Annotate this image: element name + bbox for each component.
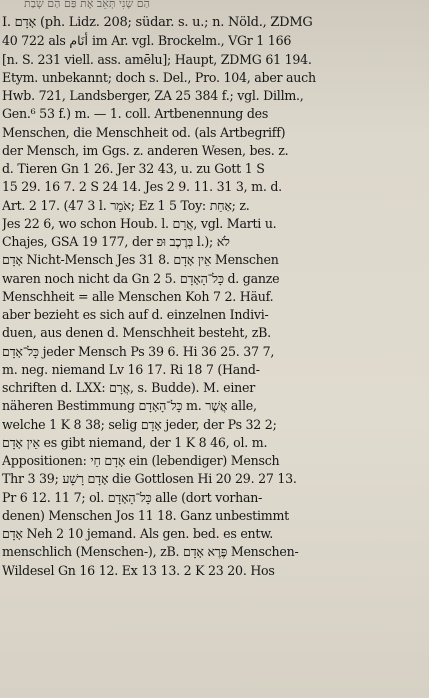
entry-line: Gen.⁶ 53 f.) m. — 1. coll. Artbenennung des <box>2 106 269 122</box>
entry-line: Art. 2 17. (47 3 l. אֹמֵר; Ez 1 5 Toy: אַחַת; z. <box>2 197 250 213</box>
entry-line: Menschen, die Menschheit od. (als Artbegriff) <box>2 124 286 140</box>
entry-line: Pr 6 12. 11 7; ol. כָּל־הָאָדָם alle (dort vorhan- <box>2 489 263 505</box>
entry-line: der Mensch, im Ggs. z. anderen Wesen, bes. z. <box>2 142 289 158</box>
entry-line: d. Tieren Gn 1 26. Jer 32 43, u. zu Gott 1 S <box>2 161 265 176</box>
entry-line: Appositionen: אָדָם חַי ein (lebendiger) Mensch <box>2 453 280 468</box>
entry-line: Jes 22 6, wo schon Houb. l. אֲרָם, vgl. Marti u. <box>2 215 277 231</box>
entry-line: aber bezieht es sich auf d. einzelnen Indivi- <box>2 307 269 322</box>
entry-line: 40 722 als أَنَام im Ar. vgl. Brockelm., VGr 1 166 <box>2 33 292 49</box>
entry-line: אָדָם Nicht-Mensch Jes 31 8. אֵין אָדָם Menschen <box>2 252 279 268</box>
entry-line: אֵין אָדָם es gibt niemand, der 1 K 8 46, ol. m. <box>2 434 268 450</box>
entry-line: Chajes, GSA 19 177, der בְּרֶכֶב וּפ l.); לֹא <box>2 234 230 249</box>
entry-line: duen, aus denen d. Menschheit besteht, zB. <box>2 325 271 341</box>
entry-line: m. neg. niemand Lv 16 17. Ri 18 7 (Hand- <box>2 361 260 377</box>
entry-line: welche 1 K 8 38; selig אָדָם jeder, der Ps 32 2; <box>2 416 277 432</box>
entry-line: I. אָדָם (ph. Lidz. 208; südar. s. u.; n. Nöld., ZDMG <box>2 15 313 30</box>
entry-line: אָדָם Neh 2 10 jemand. Als gen. bed. es entw. <box>2 526 273 541</box>
entry-line: Hwb. 721, Landsberger, ZA 25 384 f.; vgl. Dillm., <box>2 88 304 103</box>
entry-line: denen) Menschen Jos 11 18. Ganz unbestimmt <box>2 507 289 523</box>
entry-line: Etym. unbekannt; doch s. Del., Pro. 104, aber auch <box>2 69 316 85</box>
entry-line: Wildesel Gn 16 12. Ex 13 13. 2 K 23 20. Hos <box>2 562 275 578</box>
entry-line: menschlich (Menschen-), zB. פֶּרֶא אָדָם Menschen- <box>2 544 299 560</box>
entry-line: näheren Bestimmung כָּל־הָאָדָם m. אֲשֶׁר alle, <box>2 398 257 414</box>
entry-line: [n. S. 231 viell. ass. amēlu]; Haupt, ZDMG 61 194. <box>2 51 312 67</box>
dictionary-entry <box>2 14 412 580</box>
cut-off-top-line: הַם שָׁנִי תְּאֵב אֶת פַּם הַם שְׂבַת <box>24 0 150 10</box>
entry-line: כָּל־אָדָם jeder Mensch Ps 39 6. Hi 36 25. 37 7, <box>2 343 275 359</box>
entry-line: Thr 3 39; אָדָם רָשָׁע die Gottlosen Hi 20 29. 27 13. <box>2 471 297 487</box>
entry-line: 15 29. 16 7. 2 S 24 14. Jes 2 9. 11. 31 3, m. d. <box>2 179 282 195</box>
entry-line: Menschheit = alle Menschen Koh 7 2. Häuf. <box>2 288 274 304</box>
entry-line: schriften d. LXX: אֲרָם, s. Budde). M. einer <box>2 380 255 395</box>
entry-line: waren noch nicht da Gn 2 5. כָּל־הָאָדָם d. ganze <box>2 270 280 286</box>
